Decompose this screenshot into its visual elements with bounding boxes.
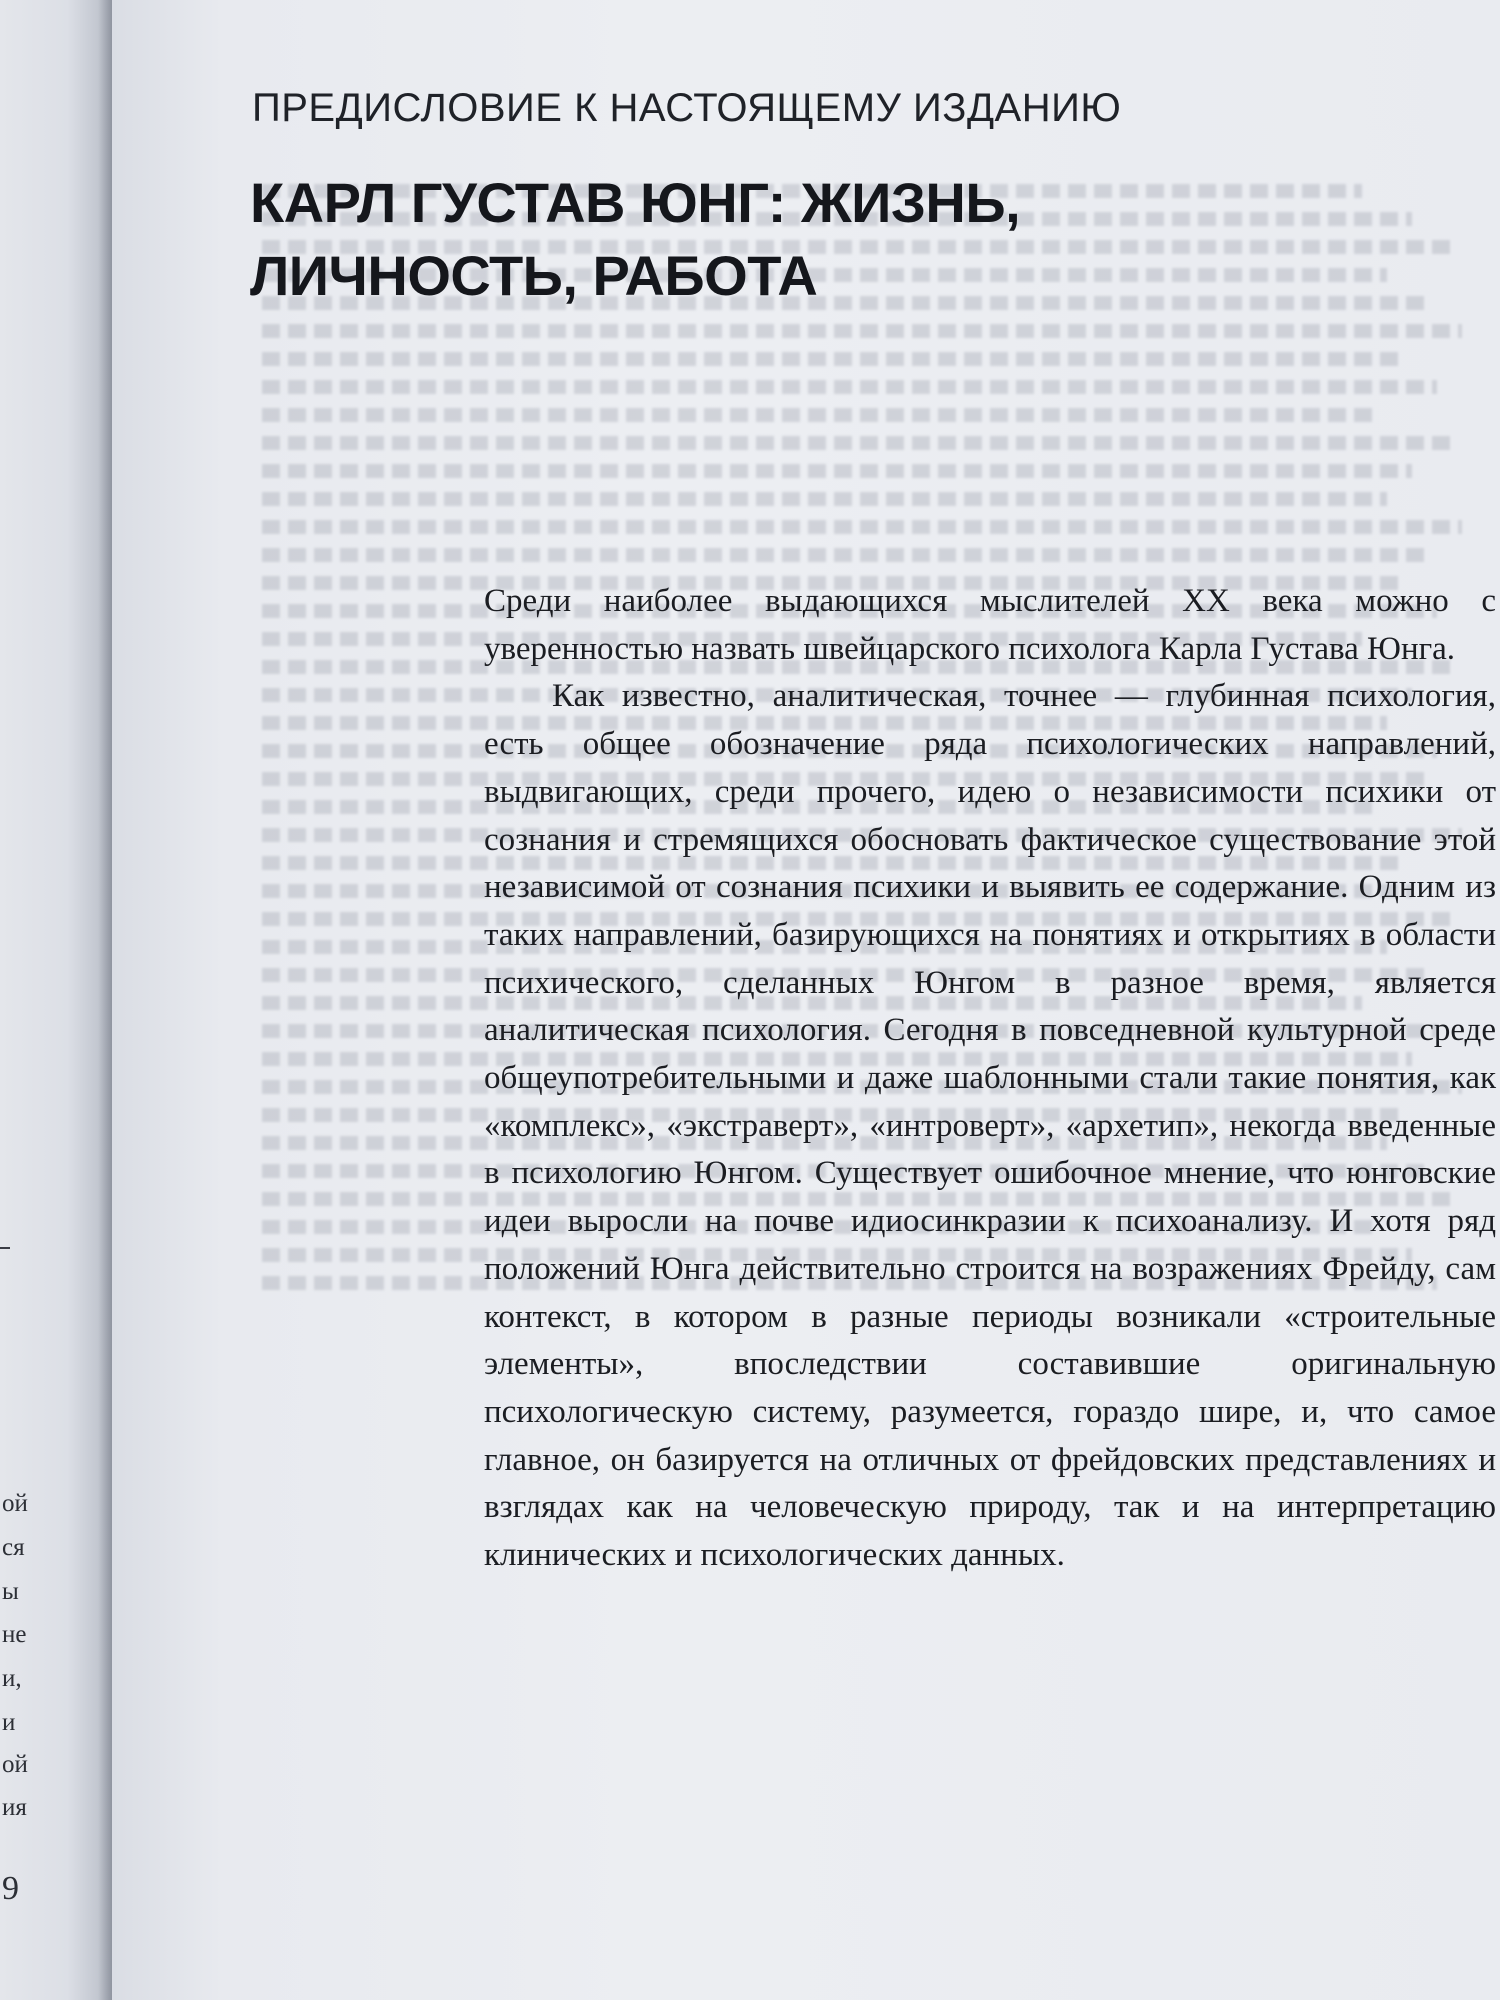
left-line-fragment: ой (2, 1490, 28, 1517)
show-through-line (262, 492, 1387, 506)
body-text (484, 578, 1496, 1580)
show-through-line (262, 352, 1400, 366)
left-line-fragment: и (2, 1709, 16, 1736)
left-line-fragment: ия (2, 1794, 27, 1821)
show-through-line (262, 548, 1425, 562)
paragraph-intro: Среди наиболее выдающихся мыслителей XX века можно с уверенностью назвать швейцарского психолога Карла Густава Юнга. (484, 583, 1496, 667)
show-through-line (262, 436, 1450, 450)
left-page-edge (0, 0, 112, 2000)
left-page-number: 9 (2, 1870, 19, 1907)
chapter-title: КАРЛ ГУСТАВ ЮНГ: ЖИЗНЬ, ЛИЧНОСТЬ, РАБОТА (250, 171, 1021, 307)
left-line-fragment: ы (2, 1578, 19, 1605)
running-header: ПРЕДИСЛОВИЕ К НАСТОЯЩЕМУ ИЗДАНИЮ (252, 86, 1122, 130)
show-through-line (262, 408, 1375, 422)
show-through-line (262, 520, 1462, 534)
show-through-line (262, 464, 1412, 478)
left-line-fragment: ой (2, 1751, 28, 1778)
show-through-line (262, 324, 1462, 338)
right-page (112, 0, 1500, 2000)
paragraph-main: Как известно, аналитическая, точнее — глубинная психология, есть общее обозначение ряда психологических направлений, выдвигающих, среди прочего, идею о независимости психики от сознания и стремящихся обосновать фактическое существование этой независимой от сознания психики и выявить ее содержание. Одним из таких направлений, базирующихся на понятиях и открытиях в области психического, сделанных Юнгом в разное время, является аналитическая психология. Сегодня в повседневной культурной среде общеупотребительными и даже шаблонными стали такие понятия, как «комплекс», «экстраверт», «интроверт», «архетип», некогда введенные в психологию Юнгом. Существует ошибочное мнение, что юнговские идеи выросли на почве идиосинкразии к психоанализу. И хотя ряд положений Юнга действительно строится на возражениях Фрейду, сам контекст, в котором в разные периоды возникали «строительные элементы», впоследствии составившие оригинальную психологическую систему, разумеется, гораздо шире, и, что самое главное, он базируется на отличных от фрейдовских представлениях и взглядах как на человеческую природу, так и на интерпретацию клинических и психологических данных. (484, 678, 1496, 1574)
left-line-fragment: ся (2, 1534, 25, 1561)
left-line-fragment: не (2, 1621, 27, 1648)
show-through-line (262, 380, 1437, 394)
left-line-fragment: и, (2, 1665, 22, 1692)
left-page-dash (0, 1247, 10, 1249)
spine-shadow (98, 0, 112, 2000)
